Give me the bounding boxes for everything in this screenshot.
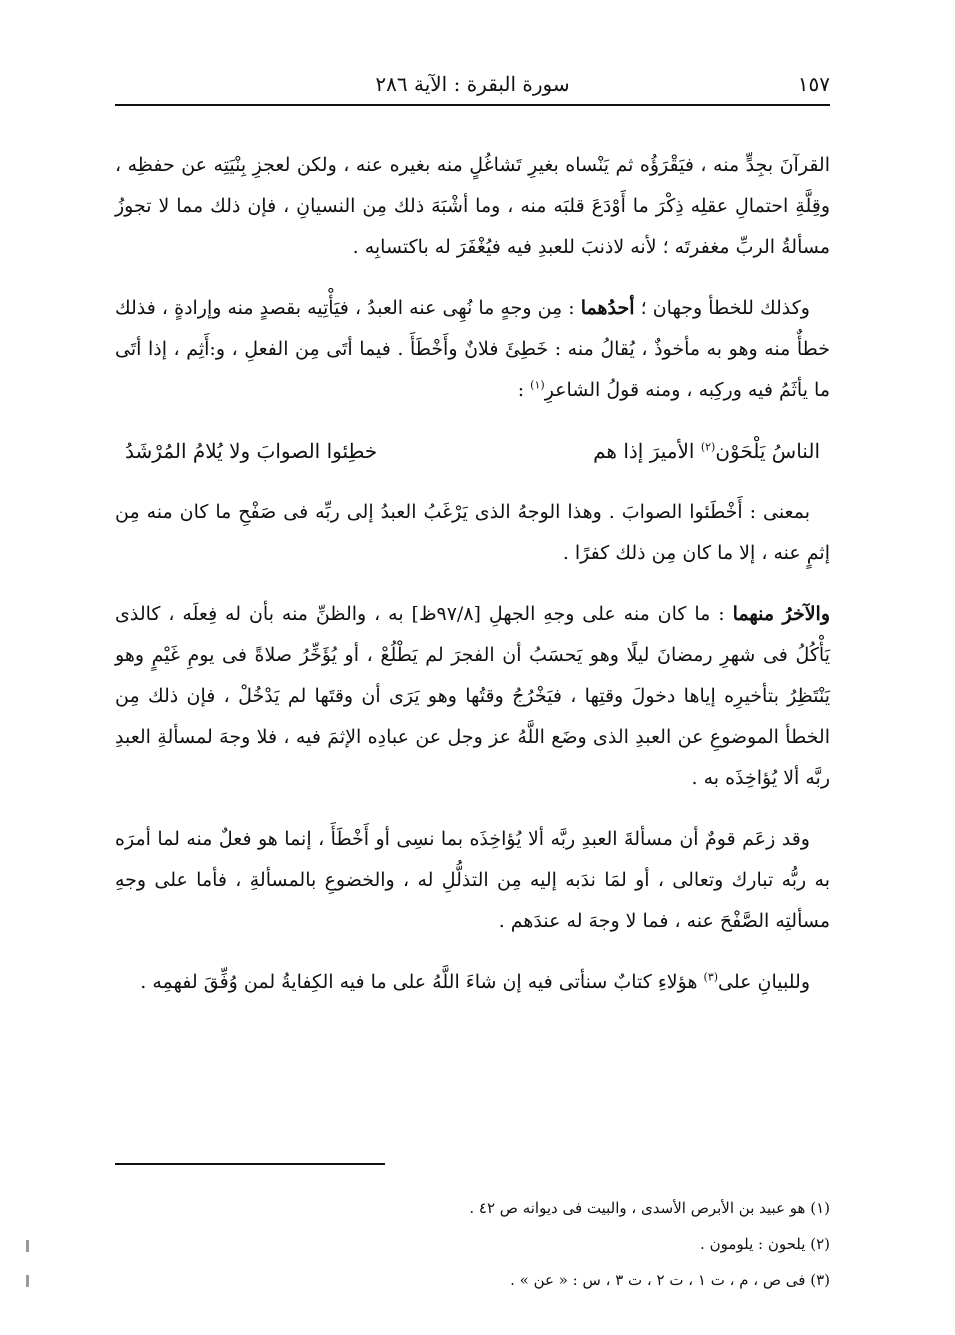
page-number: ١٥٧ xyxy=(797,72,830,96)
page-header xyxy=(115,60,830,100)
footnote-1: (١) هو عبيد بن الأبرص الأسدى ، والبيت فى ديوانه ص ٤٢ . xyxy=(469,1199,830,1217)
scan-margin-mark xyxy=(26,1240,29,1252)
main-text xyxy=(115,145,830,1023)
paragraph-3: بمعنى : أَخْطَئوا الصوابَ . وهذا الوجهُ الذى يَرْغَبُ العبدُ إلى ربِّه فى صَفْحِ ما كان منه مِن إثمٍ عنه ، إلا ما كان مِن ذلك كفرًا . xyxy=(115,501,830,564)
footnote-ref-3[interactable]: (٣) xyxy=(703,970,719,984)
running-title: سورة البقرة : الآية ٢٨٦ xyxy=(375,72,570,96)
footnote-3: (٣) فى ص ، م ، ت ١ ، ت ٢ ، ت ٣ ، س : « عن » . xyxy=(510,1271,830,1289)
paragraph-5: وقد زعَم قومٌ أن مسألةَ العبدِ ربَّه ألا يُؤاخِذَه بما نسِى أو أَخْطَأَ ، إنما هو فعلٌ منه لما أمرَه به ربُّه تبارك وتعالى ، أو لمَا ندَبه إليه مِن التذلُّلِ له ، والخضوعِ بالمسألةِ ، فأما على وجهِ مسألتِه الصَّفْحَ عنه ، فما لا وجهَ له عندَهم . xyxy=(115,828,830,932)
scan-margin-mark xyxy=(26,1275,29,1287)
footnote-2: (٢) يلحون : يلومون . xyxy=(700,1235,830,1253)
paragraph-4: والآخرُ منهما : ما كان منه على وجهِ الجهلِ [٩٧/٨ظ] به ، والظنِّ منه بأن له فِعلَه ، كالذى يَأْكُلُ فى شهرِ رمضانَ ليلًا وهو يَحسَبُ أن الفجرَ لم يَطْلُعْ ، أو يُؤَخِّرُ صلاةً فى يومِ غَيْمٍ وهو يَنْتَظِرُ بتأخيرِه إياها دخولَ وقتِها ، فيَخْرُجُ وقتُها وهو يَرَى أن وقتَها لم يَدْخُلْ ، فإن ذلك مِن الخطأ الموضوعِ عن العبدِ الذى وضَع اللَّهُ عز وجل عن عبادِه الإثمَ فيه ، فلا وجهَ لمسألةِ العبدِ ربَّه ألا يُؤاخِذَه به . xyxy=(115,603,831,789)
footnotes xyxy=(115,1190,830,1298)
verse-second-hemistich: خطِئوا الصوابَ ولا يُلامُ المُرْشَدُ xyxy=(125,439,378,463)
paragraph-6: وللبيانِ على$^{(٣)}$ هؤلاءِ كتابٌ سنأتى فيه إن شاءَ اللَّهُ على ما فيه الكِفايةُ لمن وُفِّقَ لفهمِه . xyxy=(140,970,810,993)
book-page xyxy=(115,0,830,1335)
bold-term-first: أحدُهما xyxy=(580,297,635,319)
paragraph-1: القرآنَ بجِدٍّ منه ، فيَقْرَؤُه ثم يَنْساه بغيرِ تَشاغُلٍ منه بغيره عنه ، ولكن لعجزِ بِنْيَتِه عن حفظِه ، وقِلَّةِ احتمالِ عقلِه ذِكْرَ ما أَوْدَعَ قلبَه منه ، وما أشْبَهَ ذلك مِن النسيانِ ، فإن ذلك مما لا تجوزُ مسألةُ الربِّ مغفرتَه ؛ لأنه لاذنبَ للعبدِ فيه فيُغْفَرَ له باكتسابِه . xyxy=(115,154,830,258)
footnote-ref-2[interactable]: (٢) xyxy=(700,440,716,454)
bold-term-second: والآخرُ منهما xyxy=(732,603,831,625)
footnote-rule xyxy=(115,1163,385,1165)
verse-first-hemistich: الناسُ يَلْحَوْن$^{(٢)}$ الأميرَ إذا هم xyxy=(593,439,820,463)
paragraph-2: وكذلك للخطأ وجهان ؛ أحدُهما : مِن وجهٍ ما نُهِى عنه العبدُ ، فيَأْتِيه بقصدٍ منه وإرادةٍ ، فذلك خطأٌ منه وهو به مأخوذٌ ، يُقالُ منه : خَطِئَ فلانٌ وأَخْطَأَ . فيما أتَى مِن الفعلِ ، و:أَثِم ، إذا أتَى ما يأثَمُ فيه وركِبه ، ومنه قولُ الشاعرِ$^{(١)}$ : xyxy=(115,297,830,401)
poetry-verse xyxy=(115,431,830,472)
header-rule xyxy=(115,104,830,106)
footnote-ref-1[interactable]: (١) xyxy=(530,378,545,392)
